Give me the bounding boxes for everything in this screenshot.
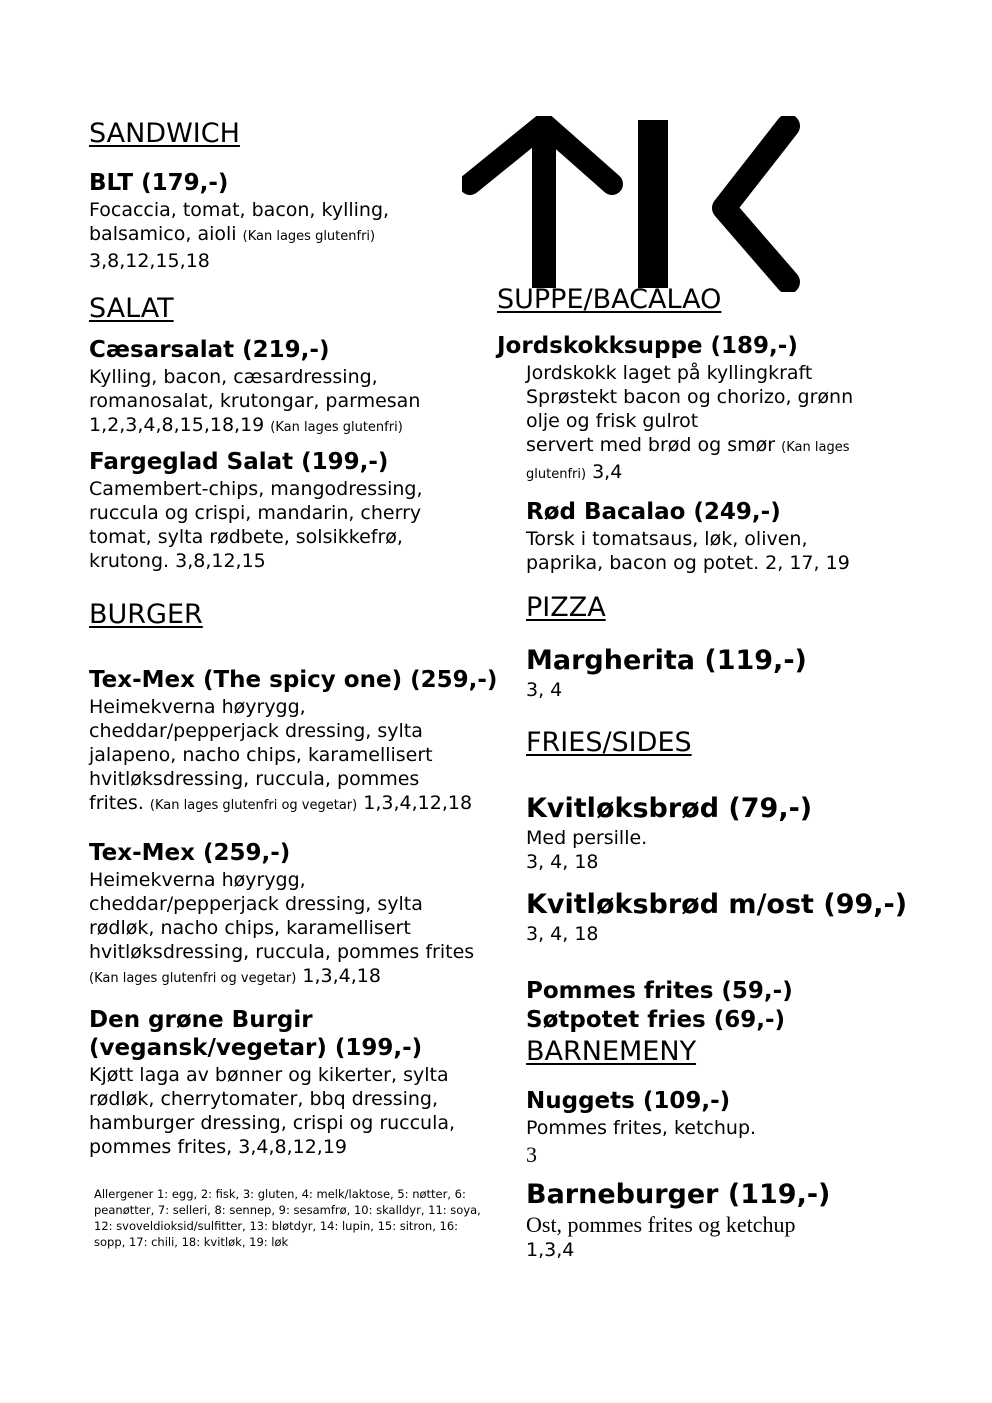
item-title: Cæsarsalat (219,-) <box>89 337 330 363</box>
menu-item-rod-bacalao <box>526 499 850 575</box>
item-description: Med persille. 3, 4, 18 <box>526 827 648 873</box>
menu-item-fargeglad <box>89 449 423 573</box>
item-title: Jordskokksuppe (189,-) <box>497 333 798 359</box>
item-title: Den grøne Burgir <box>89 1007 313 1033</box>
menu-item-kvitloksbrod <box>526 793 812 874</box>
item-description: Kjøtt laga av bønner og kikerter, sylta rødløk, cherrytomater, bbq dressing, hamburger dressing, crispi og ruccula, pommes frites, 3,4,8,12,19 <box>89 1064 456 1158</box>
menu-item-blt <box>89 170 389 273</box>
item-title: Nuggets (109,-) <box>526 1088 731 1114</box>
menu-item-texmex <box>89 840 474 991</box>
item-allergens: 3, 4 <box>526 679 563 701</box>
item-description: Heimekverna høyrygg, cheddar/pepperjack dressing, sylta rødløk, nacho chips, karamellisert hvitløksdressing, ruccula, pommes frites (Kan lages glutenfri og vegetar) 1,3,4,18 <box>89 869 475 987</box>
item-description: Jordskokk laget på kyllingkraft Sprøstekt bacon og chorizo, grønn olje og frisk gulrot servert med brød og smør (Kan lages glutenfri) 3,4 <box>526 362 854 483</box>
item-title: Rød Bacalao (249,-) <box>526 499 781 525</box>
menu-item-barneburger <box>526 1179 830 1262</box>
item-title: Tex-Mex (The spicy one) (259,-) <box>89 667 498 693</box>
item-title: Barneburger (119,-) <box>526 1179 831 1210</box>
item-description: Camembert-chips, mangodressing, ruccula og crispi, mandarin, cherry tomat, sylta rødbete, solsikkefrø, krutong. 3,8,12,15 <box>89 478 423 572</box>
item-description: Focaccia, tomat, bacon, kylling, balsamico, aioli (Kan lages glutenfri) 3,8,12,15,18 <box>89 199 390 272</box>
item-title: BLT (179,-) <box>89 170 229 196</box>
item-description: Torsk i tomatsaus, løk, oliven, paprika, bacon og potet. 2, 17, 19 <box>526 528 850 574</box>
burger-heading: BURGER <box>89 599 203 630</box>
item-description: Pommes frites, ketchup. 3 <box>526 1117 757 1167</box>
menu-item-jordskokksuppe <box>497 333 853 487</box>
menu-item-texmex-spicy <box>89 667 497 818</box>
menu-item-grone-burgir <box>89 1007 455 1159</box>
menu-item-nuggets <box>526 1088 756 1168</box>
allergen-key: Allergener 1: egg, 2: fisk, 3: gluten, 4: melk/laktose, 5: nøtter, 6: peanøtter, 7: selleri, 8: sennep, 9: sesamfrø, 10: skalldyr, 11: soya, 12: svoveldioksid/sulfitter, 13: bløtdyr, 14: lupin, 15: sitron, 16: sopp, 17: chili, 18: kvitløk, 19: løk <box>94 1187 481 1249</box>
item-description: Heimekverna høyrygg, cheddar/pepperjack dressing, sylta jalapeno, nacho chips, karamellisert hvitløksdressing, ruccula, pommes frites. (Kan lages glutenfri og vegetar) 1,3,4,12,18 <box>89 696 473 814</box>
menu-item-caesar <box>89 337 420 440</box>
item-title: Tex-Mex (259,-) <box>89 840 291 866</box>
item-title: Kvitløksbrød m/ost (99,-) <box>526 889 908 920</box>
pizza-heading: PIZZA <box>526 592 606 623</box>
item-title-line2: (vegansk/vegetar) (199,-) <box>89 1035 423 1061</box>
menu-item-sotpotet-fries: Søtpotet fries (69,-) <box>526 1007 786 1033</box>
item-title: Margherita (119,-) <box>526 645 807 676</box>
item-description: Ost, pommes frites og ketchup 1,3,4 <box>526 1212 796 1261</box>
rune-logo-icon <box>462 116 802 292</box>
menu-item-kvitloksbrod-ost <box>526 889 907 946</box>
item-title: Fargeglad Salat (199,-) <box>89 449 389 475</box>
sandwich-heading: SANDWICH <box>89 118 240 149</box>
salat-heading: SALAT <box>89 293 174 324</box>
menu-item-pommes-frites: Pommes frites (59,-) <box>526 978 793 1004</box>
item-allergens: 3, 4, 18 <box>526 923 599 945</box>
item-title: Kvitløksbrød (79,-) <box>526 793 813 824</box>
item-description: Kylling, bacon, cæsardressing, romanosalat, krutongar, parmesan 1,2,3,4,8,15,18,19 (Kan lages glutenfri) <box>89 366 421 436</box>
menu-item-margherita <box>526 645 807 702</box>
barnemeny-heading: BARNEMENY <box>526 1036 697 1067</box>
suppe-heading: SUPPE/BACALAO <box>497 284 722 315</box>
fries-heading: FRIES/SIDES <box>526 727 692 758</box>
